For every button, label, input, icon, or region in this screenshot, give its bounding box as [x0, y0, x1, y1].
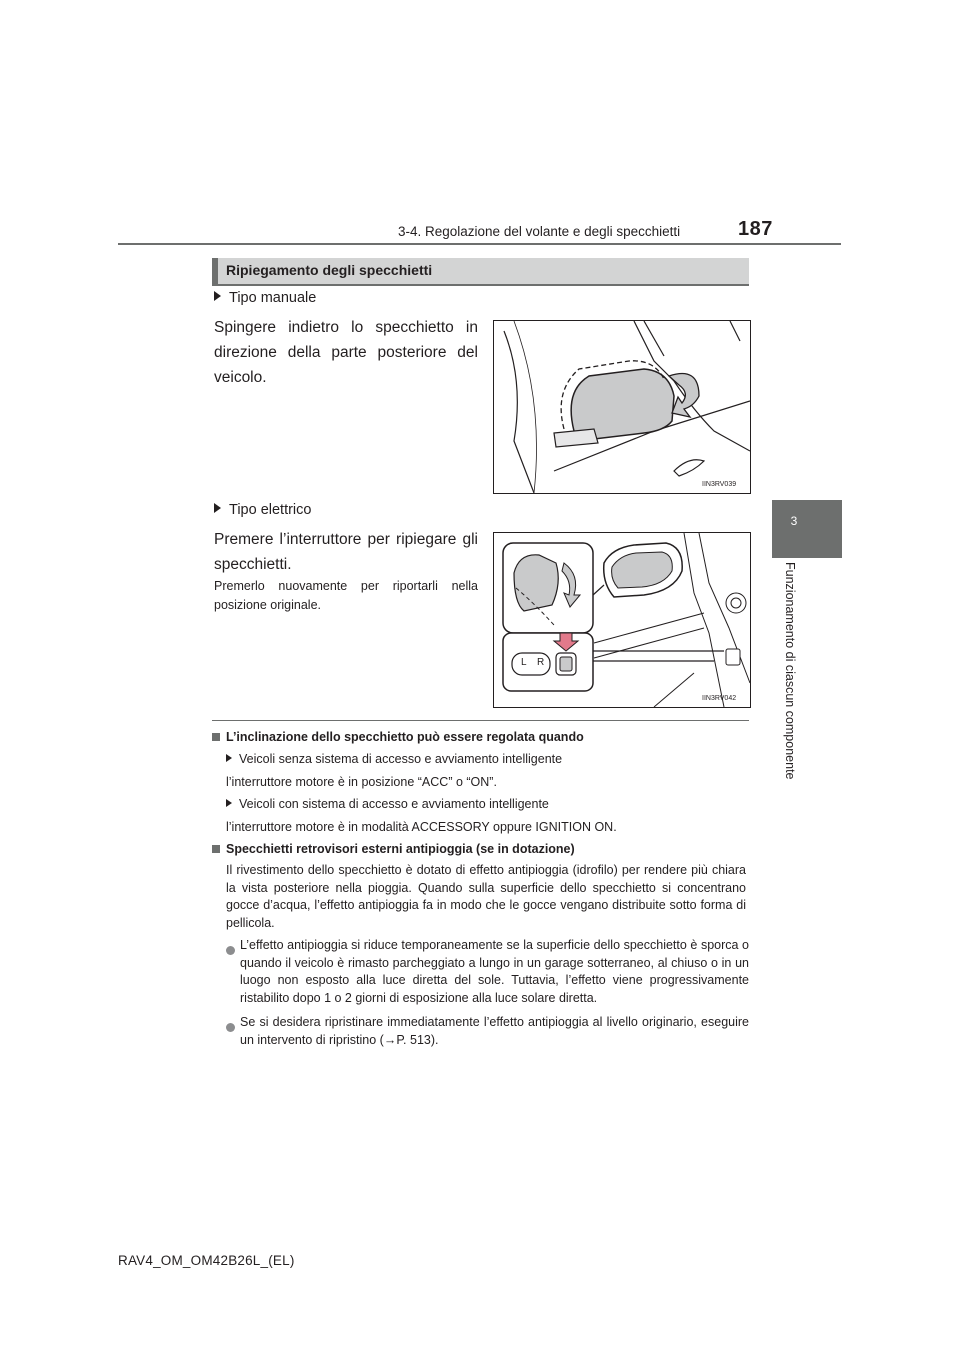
chapter-number: 3 [790, 514, 798, 528]
figure-code: IIN3RV042 [702, 695, 737, 702]
header-rule [118, 243, 841, 245]
running-header: 3-4. Regolazione del volante e degli specchietti [398, 224, 681, 239]
manual-type-label: Tipo manuale [229, 290, 317, 306]
note-bullet: Se si desidera ripristinare immediatamente l’effetto antipioggia al livello originario, eseguire un intervento di ripristino (→P. 513). [240, 1015, 749, 1047]
section-heading-marker [212, 258, 218, 284]
note-heading [212, 730, 584, 744]
note-condition-text: Veicoli senza sistema di accesso e avviamento intelligente [239, 752, 563, 766]
note-text: l’interruttore motore è in posizione “ACC” o “ON”. [226, 775, 497, 789]
switch-left-label: L [521, 657, 527, 668]
chapter-tab [772, 500, 842, 558]
note-condition-text: Veicoli con sistema di accesso e avviamento intelligente [239, 797, 549, 811]
section-title: Ripiegamento degli specchietti [226, 262, 433, 278]
electric-type-heading [214, 502, 311, 518]
triangle-bullet-icon [214, 503, 221, 513]
square-bullet-icon [212, 845, 220, 853]
page-number: 187 [738, 218, 773, 240]
mirror-fold-illustration [494, 321, 750, 493]
note-heading-text: Specchietti retrovisori esterni antipioggia (se in dotazione) [226, 842, 575, 856]
triangle-bullet-icon [226, 799, 232, 807]
manual-type-text: Spingere indietro lo specchietto in direzione della parte posteriore del veicolo. [214, 319, 478, 386]
note-condition [226, 796, 549, 814]
switch-right-label: R [537, 657, 545, 668]
electric-fold-illustration [494, 533, 750, 707]
note-heading [212, 842, 575, 856]
figure-electric-mirror [493, 532, 751, 708]
bullet-dot-icon [226, 1019, 235, 1037]
note-bullet: L’effetto antipioggia si riduce temporaneamente se la superficie dello specchietto è sporca o quando il veicolo è rimasto parcheggiato a lungo in un garage sotterraneo, al chiuso o in un luogo non esposto alla luce diretta del sole. Tuttavia, l’effetto viene progressivamente ristabilito dopo 1 o 2 giorni di esposizione alla luce solare diretta. [240, 938, 749, 1005]
electric-type-label: Tipo elettrico [229, 502, 312, 518]
document-code: RAV4_OM_OM42B26L_(EL) [118, 1253, 295, 1268]
chapter-title-text: Funzionamento di ciascun componente [783, 562, 797, 780]
note-text: Il rivestimento dello specchietto è dotato di effetto antipioggia (idrofilo) per rendere più chiara la vista posteriore nella pioggia. Quando sulla superficie dello specchietto si concentrano gocce d’acqua, l’effetto antipioggia fa in modo che le gocce vengano distribuite sotto forma di pellicola. [226, 863, 746, 930]
triangle-bullet-icon [226, 754, 232, 762]
note-condition [226, 751, 562, 769]
notes-divider [212, 720, 749, 721]
triangle-bullet-icon [214, 291, 221, 301]
square-bullet-icon [212, 733, 220, 741]
section-heading-bar [212, 258, 749, 286]
electric-type-text: Premere l’interruttore per ripiegare gli specchietti. [214, 531, 478, 573]
chapter-title [783, 562, 803, 792]
figure-manual-mirror [493, 320, 751, 494]
bullet-dot-icon [226, 942, 235, 960]
electric-type-subtext: Premerlo nuovamente per riportarli nella posizione originale. [214, 579, 478, 612]
manual-type-heading [214, 290, 316, 306]
figure-code: IIN3RV039 [702, 481, 737, 488]
note-heading-text: L’inclinazione dello specchietto può essere regolata quando [226, 730, 584, 744]
note-text: l’interruttore motore è in modalità ACCESSORY oppure IGNITION ON. [226, 820, 617, 834]
